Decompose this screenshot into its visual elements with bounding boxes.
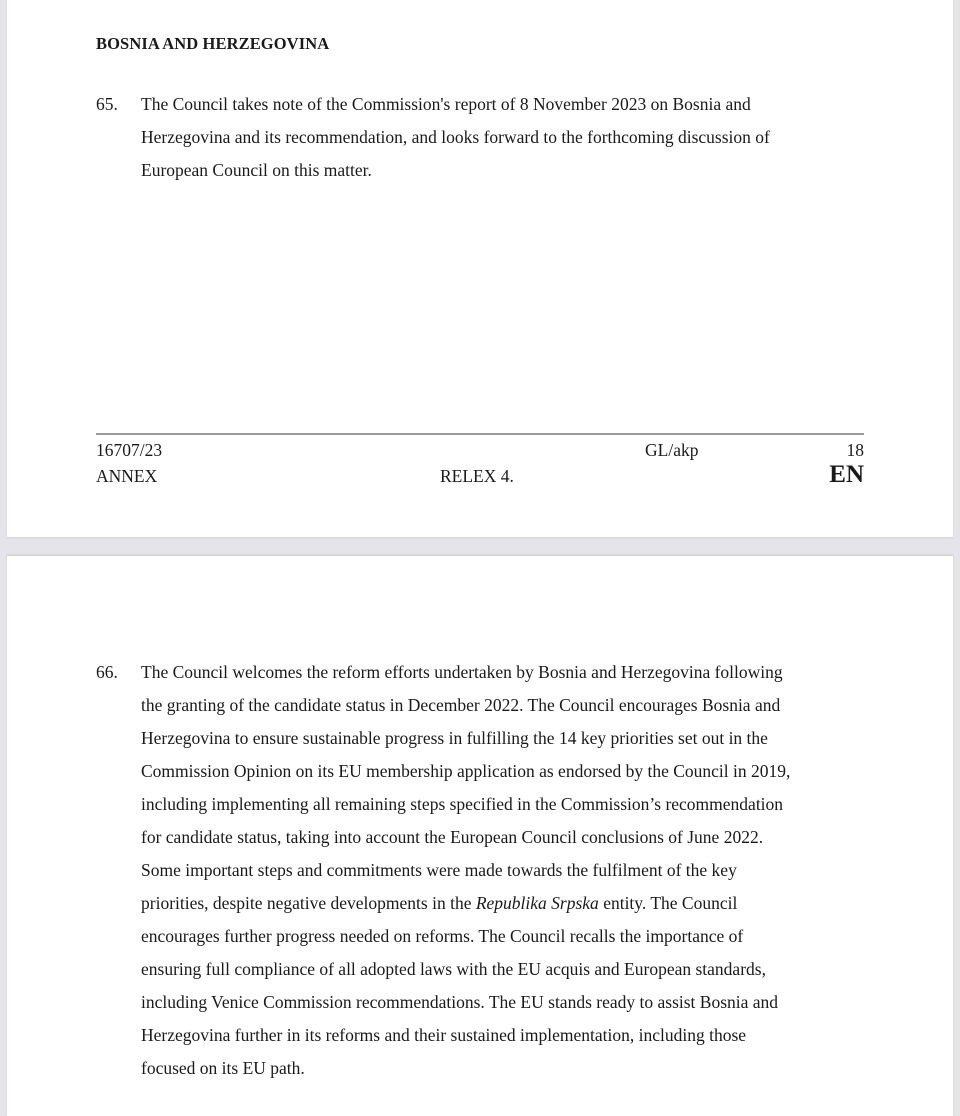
document-page-18 [7,0,953,537]
document-page-19 [7,556,953,1116]
text-line: The Council takes note of the Commission's report of 8 November 2023 on Bosnia and [141,94,751,114]
text-line: ensuring full compliance of all adopted laws with the EU acquis and European standards, [141,959,766,979]
directorate-label: RELEX 4. [440,466,514,486]
language-code: EN [829,461,864,488]
text-line: the granting of the candidate status in December 2022. The Council encourages Bosnia and [141,695,781,715]
paragraph-number: 66. [96,662,118,682]
text-segment: entity. The Council [598,893,738,913]
text-line: Herzegovina further in its reforms and their sustained implementation, including those [141,1025,747,1045]
section-heading: BOSNIA AND HERZEGOVINA [96,34,330,53]
text-line: Commission Opinion on its EU membership application as endorsed by the Council in 2019, [141,761,791,781]
text-line: Herzegovina and its recommendation, and looks forward to the forthcoming discussion of [141,127,770,147]
author-code: GL/akp [645,440,699,460]
paragraph-65 [96,88,856,187]
text-line-with-italic [141,887,856,920]
text-line: encourages further progress needed on reforms. The Council recalls the importance of [141,926,744,946]
entity-name-italic: Republika Srpska [475,893,599,913]
paragraph-text [141,88,856,187]
annex-label: ANNEX [96,466,158,486]
text-line: including implementing all remaining steps specified in the Commission’s recommendation [141,794,784,814]
text-segment: priorities, despite negative developments in the [141,893,476,913]
page-number: 18 [846,440,864,460]
document-reference: 16707/23 [96,440,163,460]
footer-divider [96,433,864,435]
text-line: The Council welcomes the reform efforts undertaken by Bosnia and Herzegovina following [141,662,783,682]
text-line: Some important steps and commitments were made towards the fulfilment of the key [141,860,737,880]
text-line: European Council on this matter. [141,160,372,180]
text-line: for candidate status, taking into account the European Council conclusions of June 2022. [141,827,764,847]
paragraph-66 [96,656,856,1085]
text-line: including Venice Commission recommendations. The EU stands ready to assist Bosnia and [141,992,779,1012]
paragraph-number: 65. [96,94,118,114]
text-line: Herzegovina to ensure sustainable progress in fulfilling the 14 key priorities set out in the [141,728,768,748]
text-line: focused on its EU path. [141,1058,305,1078]
paragraph-text [141,656,856,1085]
